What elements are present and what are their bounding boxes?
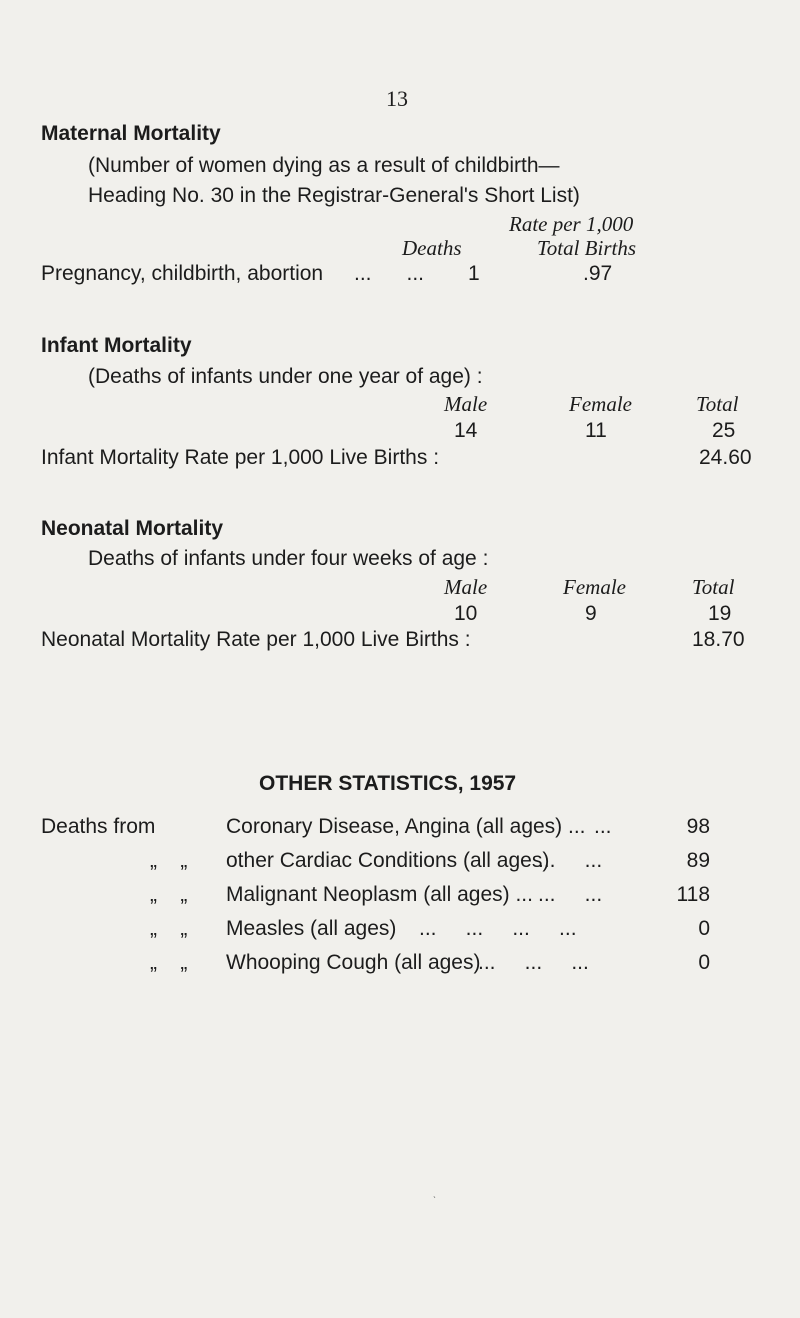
- infant-col-total: Total: [696, 392, 739, 416]
- maternal-row-label: Pregnancy, childbirth, abortion: [41, 262, 324, 285]
- other-row-dots: ...: [594, 815, 612, 838]
- neonatal-rate-label: Neonatal Mortality Rate per 1,000 Live Births :: [41, 628, 471, 651]
- other-row-dots: ... ...: [538, 849, 603, 872]
- infant-col-female: Female: [569, 392, 632, 416]
- maternal-col-rate-line2: Total Births: [537, 236, 637, 260]
- neonatal-heading: Neonatal Mortality: [41, 517, 224, 540]
- other-row-value: 0: [698, 917, 710, 940]
- other-row-dots: ... ... ...: [478, 951, 589, 974]
- infant-heading: Infant Mortality: [41, 334, 192, 357]
- other-row-prefix: Deaths from: [41, 815, 156, 838]
- other-row-value: 98: [686, 815, 710, 838]
- other-row-prefix: „ „: [150, 883, 188, 906]
- other-row-dots: ... ...: [538, 883, 603, 906]
- infant-rate-label: Infant Mortality Rate per 1,000 Live Births :: [41, 446, 440, 469]
- maternal-col-rate-line1: Rate per 1,000: [509, 212, 634, 236]
- footer-mark: ˎ: [433, 1188, 437, 1199]
- other-row-label: other Cardiac Conditions (all ages): [226, 849, 550, 872]
- other-statistics-heading: OTHER STATISTICS, 1957: [259, 772, 517, 795]
- other-row-value: 0: [698, 951, 710, 974]
- neonatal-rate-value: 18.70: [692, 628, 745, 651]
- other-row-prefix: „ „: [150, 951, 188, 974]
- infant-male-value: 14: [454, 419, 478, 442]
- neonatal-female-value: 9: [585, 602, 597, 625]
- infant-total-value: 25: [712, 419, 736, 442]
- maternal-row-rate: .97: [583, 262, 613, 285]
- neonatal-total-value: 19: [708, 602, 732, 625]
- other-row-value: 118: [676, 883, 710, 906]
- neonatal-desc: Deaths of infants under four weeks of age :: [88, 547, 489, 570]
- infant-female-value: 11: [585, 419, 607, 442]
- maternal-row-dots: ... ...: [354, 262, 425, 285]
- maternal-row-deaths: 1: [468, 262, 480, 285]
- other-row-label: Measles (all ages): [226, 917, 397, 940]
- neonatal-male-value: 10: [454, 602, 478, 625]
- infant-desc: (Deaths of infants under one year of age) :: [88, 365, 483, 388]
- other-row-prefix: „ „: [150, 917, 188, 940]
- neonatal-col-male: Male: [444, 575, 488, 599]
- page-number: 13: [386, 86, 408, 111]
- other-row-dots: ... ... ... ...: [419, 917, 577, 940]
- other-row-label: Malignant Neoplasm (all ages) ...: [226, 883, 533, 906]
- infant-col-male: Male: [444, 392, 488, 416]
- other-row-label: Coronary Disease, Angina (all ages) ...: [226, 815, 586, 838]
- other-row-value: 89: [686, 849, 710, 872]
- maternal-desc-line1: (Number of women dying as a result of childbirth—: [88, 154, 560, 177]
- neonatal-col-female: Female: [563, 575, 626, 599]
- other-row-prefix: „ „: [150, 849, 188, 872]
- infant-rate-value: 24.60: [699, 446, 752, 469]
- maternal-col-deaths: Deaths: [402, 236, 462, 260]
- maternal-heading: Maternal Mortality: [41, 122, 221, 145]
- maternal-desc-line2: Heading No. 30 in the Registrar-General's Short List): [88, 184, 580, 207]
- other-row-label: Whooping Cough (all ages): [226, 951, 481, 974]
- neonatal-col-total: Total: [692, 575, 735, 599]
